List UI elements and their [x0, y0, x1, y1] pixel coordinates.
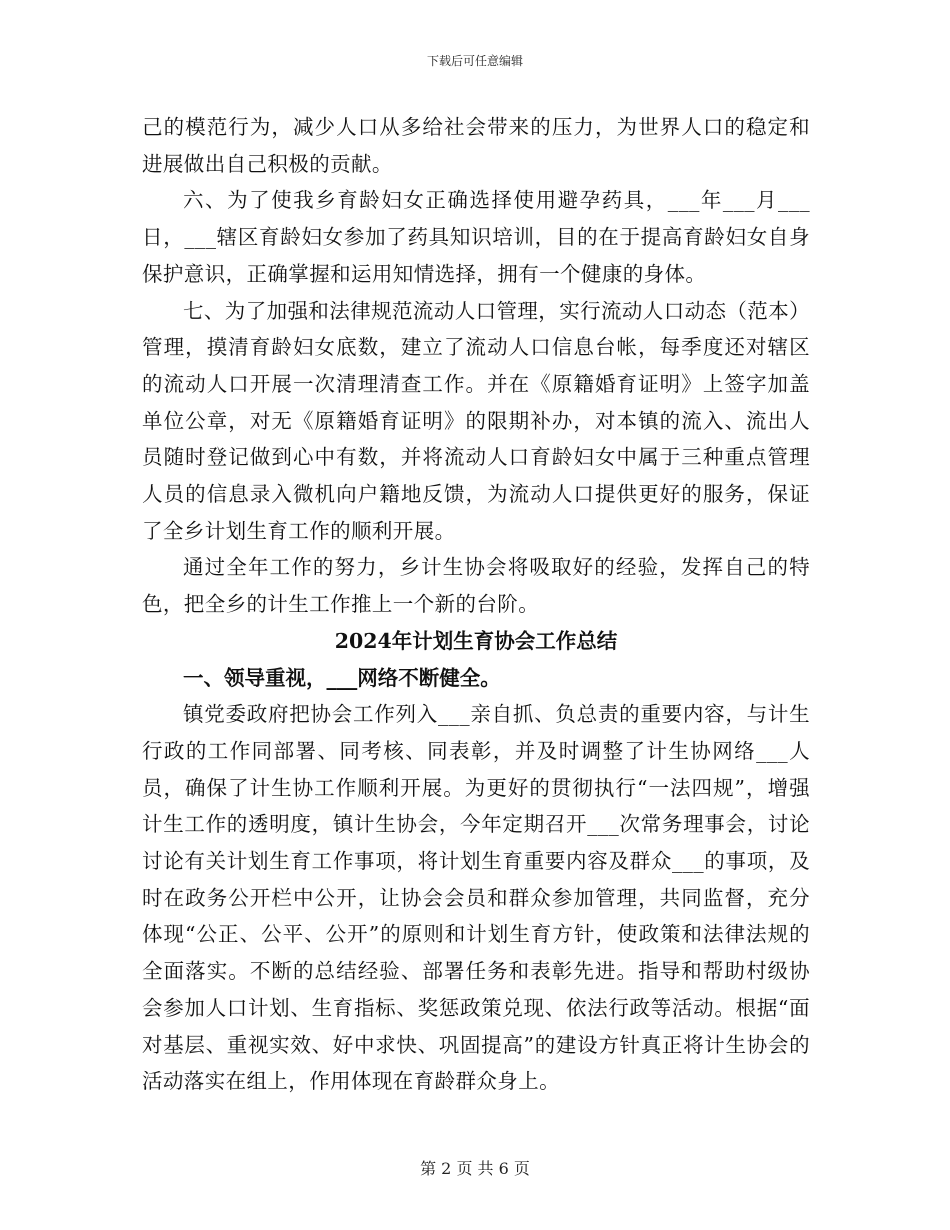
page-header: 下载后可任意编辑 — [426, 54, 523, 68]
page-number: 第 2 页 共 6 页 — [420, 1159, 530, 1178]
paragraph-conclusion: 通过全年工作的努力，乡计生协会将吸取好的经验，发挥自己的特色，把全乡的计生工作推上一个新的台阶。 — [142, 555, 810, 617]
document-body — [142, 109, 810, 1100]
paragraph-continuation: 己的模范行为，减少人口从多给社会带来的压力，为世界人口的稳定和进展做出自己积极的贡献。 — [142, 115, 810, 176]
paragraph-item-seven: 七、为了加强和法律规范流动人口管理，实行流动人口动态（范本）管理，摸清育龄妇女底数，建立了流动人口信息台帐，每季度还对辖区的流动人口开展一次清理清查工作。并在《原籍婚育证明》上签字加盖单位公章，对无《原籍婚育证明》的限期补办，对本镇的流入、流出人员随时登记做到心中有数，并将流动人口育龄妇女中属于三种重点管理人员的信息录入微机向户籍地反馈，为流动人口提供更好的服务，保证了全乡计划生育工作的顺利开展。 — [142, 298, 810, 543]
document-title: 2024年计划生育协会工作总结 — [334, 628, 618, 653]
paragraph-section-one: 镇党委政府把协会工作列入___亲自抓、负总责的重要内容，与计生行政的工作同部署、同考核、同表彰，并及时调整了计生协网络___人员，确保了计生协工作顺利开展。为更好的贯彻执行“一法四规”，增强计生工作的透明度，镇计生协会，今年定期召开___次常务理事会，讨论讨论有关计划生育工作事项，将计划生育重要内容及群众___的事项，及时在政务公开栏中公开，让协会会员和群众参加管理，共同监督，充分体现“公正、公平、公开”的原则和计划生育方针，使政策和法律法规的全面落实。不断的总结经验、部署任务和表彰先进。指导和帮助村级协会参加人口计划、生育指标、奖惩政策兑现、依法行政等活动。根据“面对基层、重视实效、好中求快、巩固提高”的建设方针真正将计生协会的活动落实在组上，作用体现在育龄群众身上。 — [142, 702, 810, 1094]
paragraph-item-six: 六、为了使我乡育龄妇女正确选择使用避孕药具，___年___月___日，___辖区育龄妇女参加了药具知识培训，目的在于提高育龄妇女自身保护意识，正确掌握和运用知情选择，拥有一个健康的身体。 — [142, 188, 810, 286]
section-heading-one: 一、领导重视，___网络不断健全。 — [183, 665, 501, 690]
